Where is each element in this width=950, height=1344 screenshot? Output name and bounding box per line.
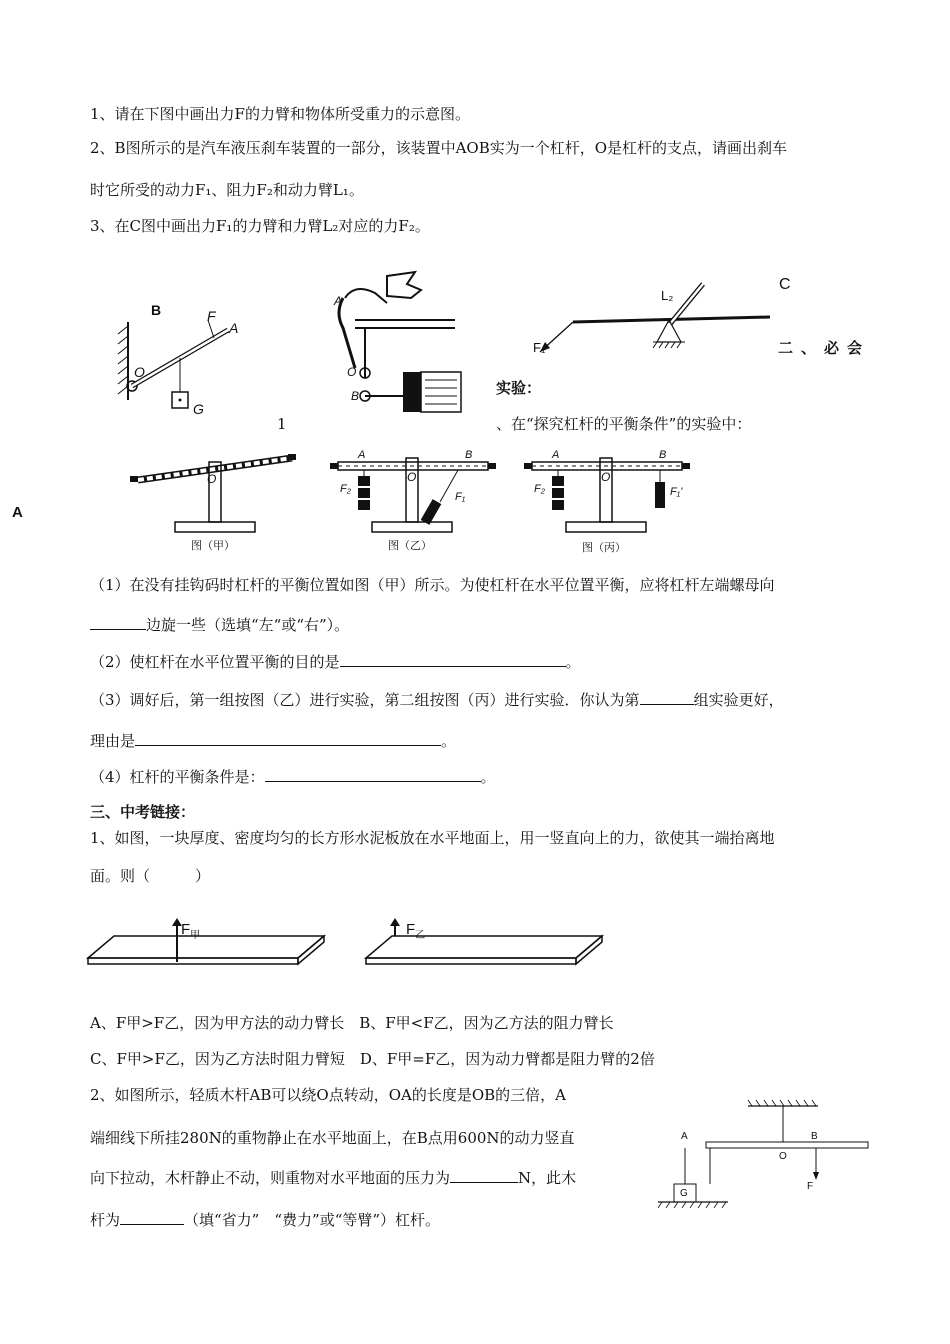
exp-q1-line2: 边旋一些（选填“左“或“右”）。: [146, 616, 350, 634]
pedal-label-b: B: [351, 389, 360, 403]
exp-yi-b: B: [465, 449, 473, 461]
exp-q4: （4）杠杆的平衡条件是：: [90, 768, 265, 786]
label-f1: F₁: [533, 340, 546, 355]
option-ab: A、F甲>F乙，因为甲方法的动力臂长 B、F甲<F乙，因为乙方法的阻力臂长: [90, 1014, 614, 1032]
label-g: G: [193, 401, 204, 417]
exp-bing-f1p: F₁': [670, 486, 683, 498]
section3-heading: 三、中考链接：: [90, 803, 196, 821]
label-o: O: [134, 364, 145, 380]
experiment-figure-yi: [330, 452, 495, 542]
s3-q2-line3b: N，此木: [518, 1169, 577, 1187]
caption-yi: 图（乙）: [388, 540, 432, 552]
blank-purpose[interactable]: [340, 652, 566, 667]
label-l2: L₂: [661, 288, 674, 303]
exp-q3-line1a: （3）调好后，第一组按图（乙）进行实验，第二组按图（丙）进行实验．你认为第: [90, 691, 640, 709]
experiment-figure-jia: [130, 450, 300, 540]
exp-q3-line1b: 组实验更好，: [693, 691, 784, 709]
lever-label-g: G: [680, 1188, 688, 1199]
exp-yi-a: A: [358, 449, 366, 461]
exp-yi-o: O: [407, 470, 417, 484]
label-big-a: A: [12, 504, 23, 521]
s3-q1-line2: 面。则（ ）: [90, 867, 211, 885]
caption-jia: 图（甲）: [191, 540, 235, 552]
exp-q4-end: 。: [480, 768, 496, 786]
slab-figure-yi: [366, 918, 606, 970]
question-2-line2: 时它所受的动力F₁、阻力F₂和动力臂L₁。: [90, 181, 364, 199]
s3-q1-line1: 1、如图，一块厚度、密度均匀的长方形水泥板放在水平地面上，用一竖直向上的力，欲使其一端抬离地: [90, 829, 775, 847]
s3-q2-line4a: 杆为: [90, 1211, 121, 1229]
lever-pivot-figure: [525, 280, 775, 370]
section2-heading-part1: 二、必会: [778, 339, 871, 357]
slab-figure-jia: [88, 918, 328, 970]
lever-label-a: A: [681, 1131, 688, 1142]
label-c: C: [779, 276, 791, 293]
pedal-label-a: A: [334, 294, 343, 308]
blank-group[interactable]: [640, 690, 694, 705]
exp-bing-o: O: [601, 470, 611, 484]
blank-pressure[interactable]: [450, 1168, 518, 1183]
label-1: 1: [277, 415, 287, 433]
brake-pedal-figure: [325, 268, 465, 413]
s3-q2-line4b: （填“省力” “费力”或“等臂”）杠杆。: [184, 1211, 441, 1229]
question-1: 1、请在下图中画出力F的力臂和物体所受重力的示意图。: [90, 105, 470, 123]
blank-direction[interactable]: [90, 615, 146, 630]
lever-label-o: O: [779, 1151, 787, 1162]
caption-bing: 图（丙）: [582, 542, 626, 554]
pedal-label-o: O: [347, 365, 357, 379]
exp-yi-f2: F₂: [340, 483, 351, 495]
question-2-line1: 2、B图所示的是汽车液压刹车装置的一部分，该装置中AOB实为一个杠杆，O是杠杆的支点，请画出刹车: [90, 139, 788, 157]
option-cd: C、F甲>F乙，因为乙方法时阻力臂短 D、F甲=F乙，因为动力臂都是阻力臂的2倍: [90, 1050, 655, 1068]
exp-q3-line2: 理由是: [90, 732, 136, 750]
label-b: B: [151, 302, 162, 318]
exp-q3-end: 。: [441, 732, 457, 750]
blank-reason[interactable]: [135, 731, 441, 746]
exp-q2-end: 。: [565, 653, 581, 671]
exp-yi-f1: F₁: [455, 491, 466, 503]
blank-lever-type[interactable]: [120, 1210, 184, 1225]
slab-f-yi: $F_乙$: [406, 921, 426, 941]
blank-condition[interactable]: [265, 767, 481, 782]
question-3: 3、在C图中画出力F₁的力臂和力臂L₂对应的力F₂。: [90, 217, 430, 235]
label-a: A: [229, 320, 239, 336]
s3-q2-line2: 端细线下所挂280N的重物静止在水平地面上，在B点用600N的动力竖直: [90, 1129, 575, 1147]
exp-jia-o: O: [207, 472, 217, 486]
lever-label-b: B: [811, 1131, 818, 1142]
exp-bing-b: B: [659, 449, 667, 461]
exp-q2: （2）使杠杆在水平位置平衡的目的是: [90, 653, 340, 671]
lever-label-f: F: [807, 1181, 814, 1192]
slab-f-jia: $F_甲$: [181, 921, 201, 941]
section2-heading-part2: 实验：: [496, 379, 542, 397]
exp-bing-a: A: [552, 449, 560, 461]
exp-bing-f2: F₂: [534, 483, 545, 495]
section2-intro: 、在“探究杠杆的平衡条件”的实验中：: [496, 415, 752, 433]
experiment-figure-bing: [524, 452, 689, 542]
exp-q1-line1: （1）在没有挂钩码时杠杆的平衡位置如图（甲）所示。为使杠杆在水平位置平衡，应将杠杆左端螺母向: [90, 576, 775, 594]
s3-q2-line1: 2、如图所示，轻质木杆AB可以绕O点转动，OA的长度是OB的三倍，A: [90, 1086, 566, 1104]
s3-q2-line3a: 向下拉动，木杆静止不动，则重物对水平地面的压力为: [90, 1169, 451, 1187]
label-f: F: [207, 308, 216, 324]
